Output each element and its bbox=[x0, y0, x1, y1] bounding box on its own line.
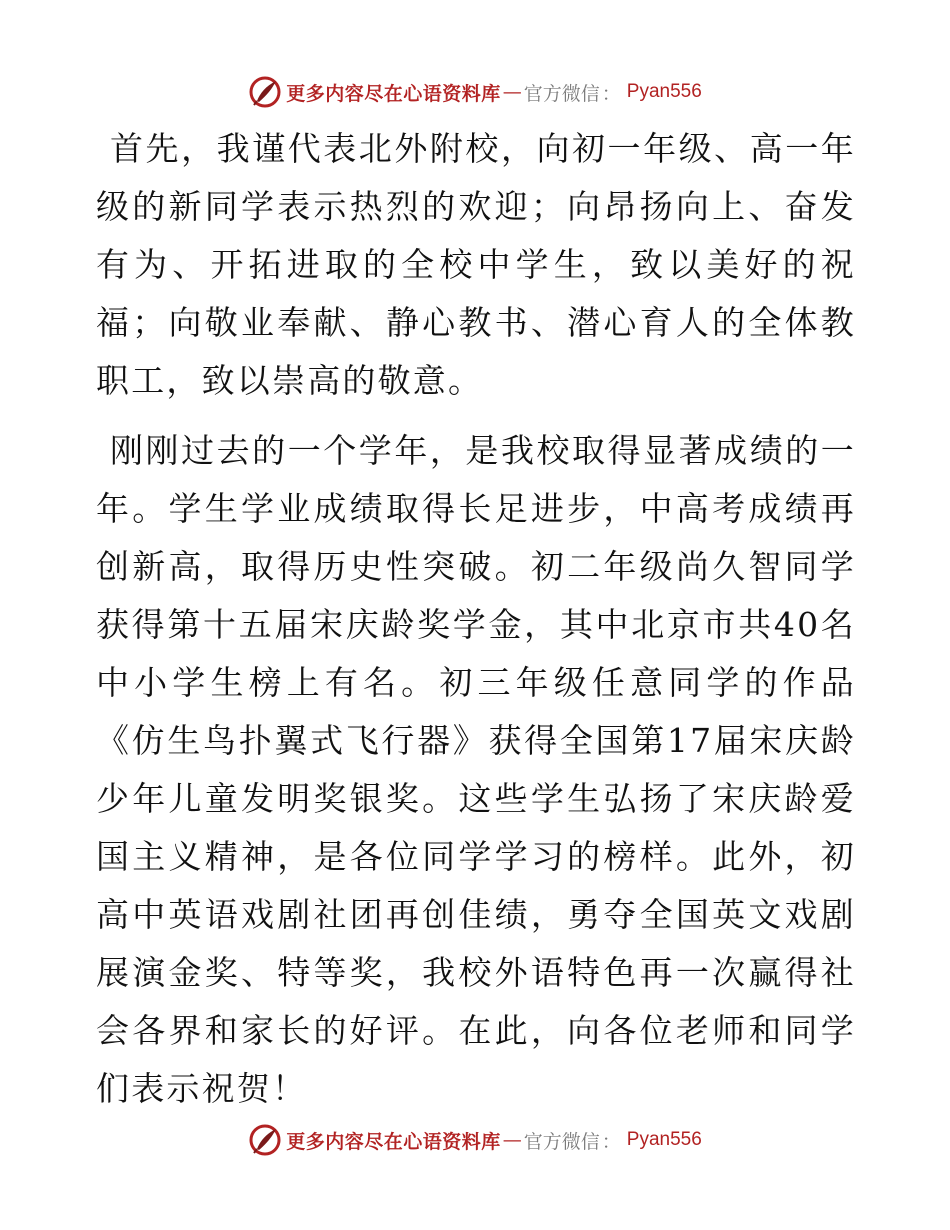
banner-wechat-id: Pyan556 bbox=[626, 1129, 702, 1150]
quill-pen-logo-icon bbox=[248, 75, 282, 109]
quill-pen-logo-icon bbox=[248, 1123, 282, 1157]
banner-dash: — bbox=[502, 1129, 522, 1151]
banner-wechat-id: Pyan556 bbox=[626, 81, 702, 102]
banner-wechat-label: 官方微信 bbox=[523, 82, 600, 105]
footer-watermark-banner bbox=[0, 1120, 950, 1160]
banner-wechat-label: 官方微信 bbox=[523, 1130, 600, 1153]
banner-dash: — bbox=[502, 81, 522, 103]
document-body bbox=[96, 120, 856, 1118]
header-watermark-banner bbox=[0, 72, 950, 112]
banner-main-text: 更多内容尽在心语资料库 bbox=[286, 82, 501, 105]
paragraph-achievements: 刚刚过去的一个学年，是我校取得显著成绩的一年。学生学业成绩取得长足进步，中高考成绩再创新高，取得历史性突破。初二年级尚久智同学获得第十五届宋庆龄奖学金，其中北京市共40名中小学生榜上有名。初三年级任意同学的作品《仿生鸟扑翼式飞行器》获得全国第17届宋庆龄少年儿童发明奖银奖。这些学生弘扬了宋庆龄爱国主义精神，是各位同学学习的榜样。此外，初高中英语戏剧社团再创佳绩，勇夺全国英文戏剧展演金奖、特等奖，我校外语特色再一次赢得社会各界和家长的好评。在此，向各位老师和同学们表示祝贺！ bbox=[96, 431, 856, 1108]
banner-colon: ： bbox=[601, 82, 621, 105]
banner-main-text: 更多内容尽在心语资料库 bbox=[286, 1130, 501, 1153]
banner-colon: ： bbox=[601, 1130, 621, 1153]
paragraph-welcome: 首先，我谨代表北外附校，向初一年级、高一年级的新同学表示热烈的欢迎；向昂扬向上、奋发有为、开拓进取的全校中学生，致以美好的祝福；向敬业奉献、静心教书、潜心育人的全体教职工，致以崇高的敬意。 bbox=[96, 129, 856, 400]
